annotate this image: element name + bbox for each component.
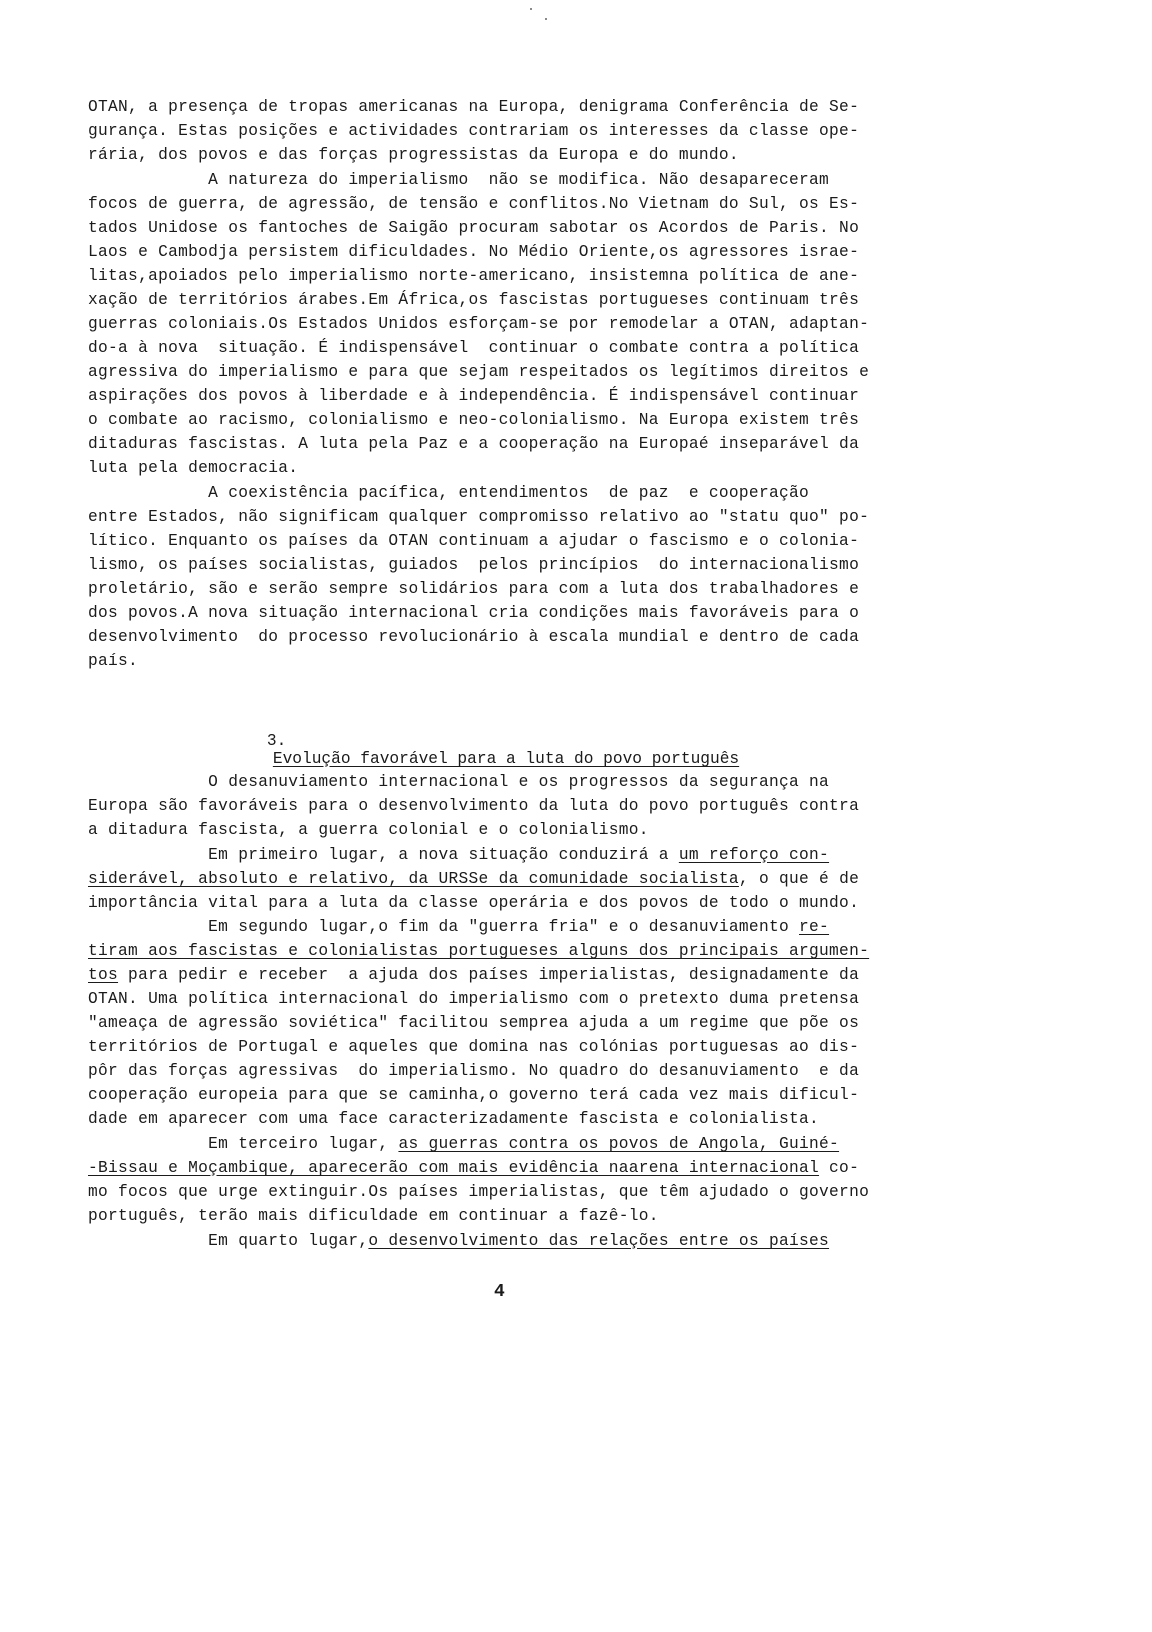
text-line: OTAN, a presença de tropas americanas na Europa, denigrama Conferência de Se- — [88, 98, 860, 116]
underlined-run: o desenvolvimento das relações entre os países — [368, 1232, 830, 1250]
text-line — [88, 939, 869, 963]
text-run: Em primeiro lugar, a nova situação conduzirá a — [88, 846, 679, 864]
text-run: para pedir e receber a ajuda dos países imperialistas, designadamente da — [118, 966, 860, 984]
underlined-run: siderável, absoluto e relativo, da URSSe da comunidade socialista — [88, 870, 739, 888]
text-line: importância vital para a luta da classe operária e dos povos de todo o mundo. — [88, 894, 860, 912]
text-line: guerras coloniais.Os Estados Unidos esforçam-se por remodelar a OTAN, adaptan- — [88, 315, 870, 333]
text-line: dos povos.A nova situação internacional cria condições mais favoráveis para o — [88, 604, 860, 622]
text-line: territórios de Portugal e aqueles que domina nas colónias portuguesas ao dis- — [88, 1038, 860, 1056]
text-line: português, terão mais dificuldade em continuar a fazê-lo. — [88, 1207, 659, 1225]
underlined-run: tiram aos fascistas e colonialistas portugueses alguns dos principais argumen- — [88, 942, 870, 960]
underlined-run: as guerras contra os povos de Angola, Guiné- — [398, 1135, 840, 1153]
text-line: a ditadura fascista, a guerra colonial e o colonialismo. — [88, 821, 649, 839]
text-line: xação de territórios árabes.Em África,os fascistas portugueses continuam três — [88, 291, 860, 309]
text-line: Laos e Cambodja persistem dificuldades. No Médio Oriente,os agressores israe- — [88, 243, 860, 261]
underlined-run: -Bissau e Moçambique, aparecerão com mais evidência naarena internacional — [88, 1159, 820, 1177]
underlined-run: um reforço con- — [678, 846, 830, 864]
text-line: entre Estados, não significam qualquer compromisso relativo ao "statu quo" po- — [88, 508, 870, 526]
text-line: focos de guerra, de agressão, de tensão e conflitos.No Vietnam do Sul, os Es- — [88, 195, 860, 213]
text-line: rária, dos povos e das forças progressistas da Europa e do mundo. — [88, 146, 739, 164]
text-line — [88, 867, 859, 891]
scan-speck — [530, 8, 532, 10]
section-title: Evolução favorável para a luta do povo português — [272, 750, 740, 768]
text-run: Em quarto lugar, — [88, 1232, 369, 1250]
text-line: A natureza do imperialismo não se modifica. Não desapareceram — [88, 171, 830, 189]
text-line: o combate ao racismo, colonialismo e neo-colonialismo. Na Europa existem três — [88, 411, 860, 429]
text-run: , o que é de — [738, 870, 860, 888]
text-run: Em terceiro lugar, — [88, 1135, 399, 1153]
text-line: "ameaça de agressão soviética" facilitou semprea ajuda a um regime que põe os — [88, 1014, 860, 1032]
text-line: OTAN. Uma política internacional do imperialismo com o pretexto duma pretensa — [88, 990, 860, 1008]
text-line: gurança. Estas posições e actividades contrariam os interesses da classe ope- — [88, 122, 860, 140]
text-line: mo focos que urge extinguir.Os países imperialistas, que têm ajudado o governo — [88, 1183, 870, 1201]
text-line — [88, 1156, 859, 1180]
text-line: desenvolvimento do processo revolucionário à escala mundial e dentro de cada — [88, 628, 860, 646]
text-line — [88, 1229, 829, 1253]
underlined-run: tos — [88, 966, 119, 984]
text-line: A coexistência pacífica, entendimentos de paz e cooperação — [88, 484, 810, 502]
text-line: do-a à nova situação. É indispensável continuar o combate contra a política — [88, 339, 860, 357]
text-line: tados Unidose os fantoches de Saigão procuram sabotar os Acordos de Paris. No — [88, 219, 860, 237]
text-line: O desanuviamento internacional e os progressos da segurança na — [88, 773, 830, 791]
text-run: co- — [819, 1159, 860, 1177]
text-line: cooperação europeia para que se caminha,o governo terá cada vez mais dificul- — [88, 1086, 860, 1104]
text-line: litas,apoiados pelo imperialismo norte-americano, insistemna política de ane- — [88, 267, 860, 285]
text-line: Europa são favoráveis para o desenvolvimento da luta do povo português contra — [88, 797, 860, 815]
underlined-run: re- — [799, 918, 830, 936]
scan-speck — [545, 18, 547, 20]
text-line — [88, 915, 829, 939]
text-line — [88, 843, 829, 867]
text-line: luta pela democracia. — [88, 459, 299, 477]
text-line: lítico. Enquanto os países da OTAN continuam a ajudar o fascismo e o colonia- — [88, 532, 860, 550]
text-line: dade em aparecer com uma face caracterizadamente fascista e colonialista. — [88, 1110, 820, 1128]
text-line — [88, 1132, 839, 1156]
text-line: agressiva do imperialismo e para que sejam respeitados os legítimos direitos e — [88, 363, 870, 381]
text-line: país. — [88, 652, 139, 670]
text-line: ditaduras fascistas. A luta pela Paz e a cooperação na Europaé inseparável da — [88, 435, 860, 453]
text-line: aspirações dos povos à liberdade e à independência. É indispensável continuar — [88, 387, 860, 405]
page-number: 4 — [494, 1282, 505, 1302]
text-line — [88, 963, 859, 987]
text-line: pôr das forças agressivas do imperialismo. No quadro do desanuviamento e da — [88, 1062, 860, 1080]
section-number: 3. — [266, 732, 287, 750]
text-run: Em segundo lugar,o fim da "guerra fria" e o desanuviamento — [88, 918, 799, 936]
text-line: proletário, são e serão sempre solidários para com a luta dos trabalhadores e — [88, 580, 860, 598]
text-line: lismo, os países socialistas, guiados pelos princípios do internacionalismo — [88, 556, 860, 574]
